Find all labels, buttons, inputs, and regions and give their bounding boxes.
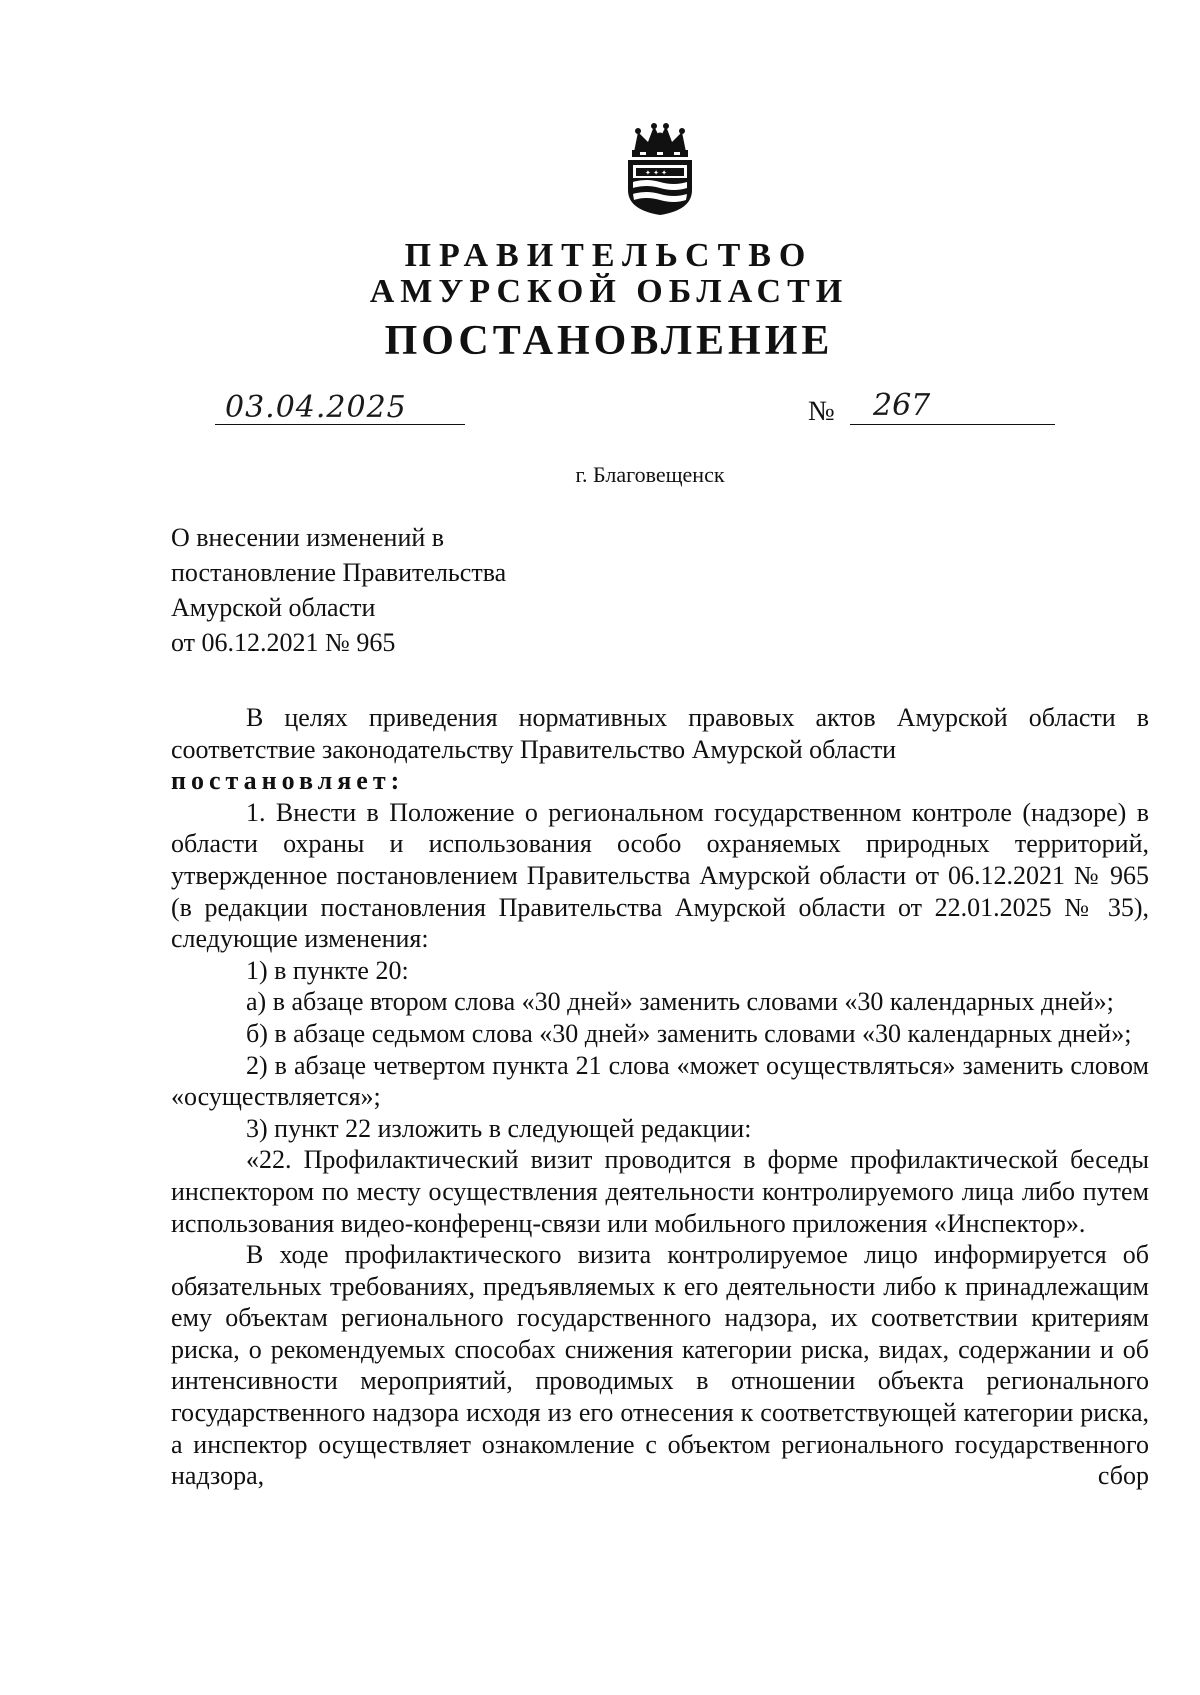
org-name-line-1: ПРАВИТЕЛЬСТВО [404, 237, 814, 274]
document-number: 267 [873, 388, 931, 423]
subject-line: постановление Правительства [171, 558, 507, 587]
subitem-2: 2) в абзаце четвертом пункта 21 слова «может осуществляться» заменить словом «осуществляется»; [171, 1050, 1149, 1112]
subject-line: от 06.12.2021 № 965 [171, 628, 396, 657]
document-body [171, 702, 1149, 1492]
org-name-line-2: АМУРСКОЙ ОБЛАСТИ [369, 273, 849, 310]
subitem-3: 3) пункт 22 изложить в следующей редакции: [246, 1113, 752, 1143]
number-underline [850, 424, 1055, 425]
number-sign: № [808, 396, 835, 427]
subject-line: О внесении изменений в [171, 523, 445, 552]
subitem-1a: а) в абзаце втором слова «30 дней» заменить словами «30 календарных дней»; [246, 987, 1114, 1017]
document-subject [171, 520, 506, 660]
coat-of-arms-icon [620, 122, 700, 217]
preamble: В целях приведения нормативных правовых актов Амурской области в соответствие законодательству Правительство Амурской области [171, 703, 1149, 764]
date-underline [215, 424, 465, 425]
document-type: ПОСТАНОВЛЕНИЕ [384, 318, 834, 364]
subitem-1b: б) в абзаце седьмом слова «30 дней» заменить словами «30 календарных дней»; [246, 1018, 1132, 1048]
svg-text:✦ ✦ ✦: ✦ ✦ ✦ [645, 169, 668, 177]
city: г. Благовещенск [575, 462, 725, 487]
subject-line: Амурской области [171, 593, 376, 622]
item-1: 1. Внести в Положение о региональном государственном контроле (надзоре) в области охраны и использования особо охраняемых природных территорий, утвержденное постановлением Правительства Амурской области от 06.12.2021 № 965 (в редакции постановления Правительства Амурской области от 22.01.2025 № 35), следующие изменения: [171, 797, 1149, 954]
quote-item-22: «22. Профилактический визит проводится в форме профилактической беседы инспектором по месту осуществления деятельности контролируемого лица либо путем использования видео-конференц-связи или мобильного приложения «Инспектор». [171, 1145, 1149, 1238]
subitem-1: 1) в пункте 20: [246, 955, 409, 985]
document-date: 03.04.2025 [225, 390, 407, 425]
paragraph-visit: В ходе профилактического визита контролируемое лицо информируется об обязательных требованиях, предъявляемых к его деятельности либо к принадлежащим ему объектам регионального государственного надзора, их соответствии критериям риска, о рекомендуемых способах снижения категории риска, видах, содержании и об интенсивности мероприятий, проводимых в отношении объекта регионального государственного надзора исходя из его отнесения к соответствующей категории риска, а инспектор осуществляет ознакомление с объектом регионального государственного надзора, сбор [171, 1240, 1149, 1491]
decree-word: постановляет: [171, 766, 405, 796]
